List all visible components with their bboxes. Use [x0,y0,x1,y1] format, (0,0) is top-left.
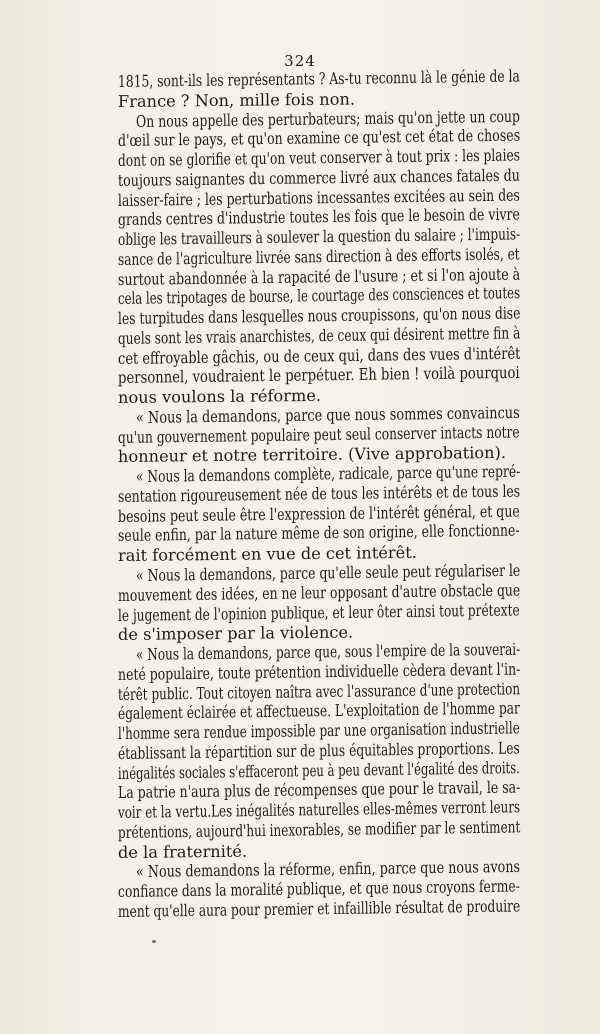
text-line: seule enfin, par la nature même de son origine, elle fonctionne- [117,521,520,546]
text-line: besoins peut seule être l'expression de l'intérêt général, et que [117,501,520,526]
text-line: 1815, sont-ils les représentants ? As-tu reconnu là le génie de la [117,66,520,91]
page-number: 324 [284,52,316,70]
text-line: térêt public. Tout citoyen naîtra avec l'assurance d'une protection [117,678,521,704]
text-line: toujours saignantes du commerce livré aux chances fatales du [117,165,520,190]
text-line: établissant la répartition sur de plus équitables proportions. Les [117,738,520,763]
text-line: de s'imposer par la violence. [117,622,354,645]
text-line: « Nous la demandons, parce que nous sommes convaincus [135,402,520,427]
text-line: La patrie n'aura plus de récompenses que pour le travail, le sa- [117,777,521,803]
text-line: oblige les travailleurs à soulever la question du salaire ; l'impuis- [117,224,521,250]
text-line: ment qu'elle aura pour premier et infaillible résultat de produire [117,896,521,921]
text-line: prétentions, aujourd'hui inexorables, se modifier par le sentiment [117,817,521,842]
text-line: honneur et notre territoire. (Vive approbation). [117,443,507,467]
text-line: rait forcément en vue de cet intérêt. [117,543,417,566]
text-line: inégalités sociales s'effaceront peu à peu devant l'égalité des droits. [117,757,520,783]
text-line: également éclairée et affectueuse. L'exploitation de l'homme par [117,698,520,724]
text-line: le jugement de l'opinion publique, et leur ôter ainsi tout prétexte [117,599,520,625]
text-line: On nous appelle des perturbateurs; mais qu'on jette un coup [135,106,521,131]
text-line: sance de l'agriculture livrée sans direction à des efforts isolés, et [117,244,520,269]
text-line: voir et la vertu.Les inégalités naturelles elles-mêmes verront leurs [117,797,521,823]
text-line: laisser-faire ; les perturbations incessantes excitées au sein des [117,185,520,210]
ink-speck [152,940,156,943]
text-line: qu'un gouvernement populaire peut seul conserver intacts notre [117,422,520,447]
text-line: France ? Non, mille fois non. [117,89,356,111]
text-line: d'œil sur le pays, et qu'on examine ce qu'est cet état de choses [117,125,521,151]
text-line: « Nous la demandons, parce qu'elle seule peut régulariser le [135,560,521,585]
text-line: confiance dans la moralité publique, et que nous croyons ferme- [117,876,520,902]
text-line: mouvement des idées, en ne leur opposant d'autre obstacle que [117,580,521,605]
text-line: nous voulons la réforme. [117,386,322,408]
text-line: les turpitudes dans lesquelles nous croupissons, qu'on nous dise [117,303,521,329]
text-line: personnel, voudraient le perpétuer. Eh bien ! voilà pourquoi [117,363,520,388]
text-line: « Nous demandons la réforme, enfin, parce que nous avons [135,857,521,882]
text-line: cela les tripotages de bourse, le courtage des consciences et toutes [117,283,521,309]
text-line: neté populaire, toute prétention individuelle cèdera devant l'in- [117,659,521,684]
text-line: quels sont les vrais anarchistes, de ceux qui désirent mettre fin à [117,323,521,348]
text-line: grands centres d'industrie toutes les fois que le besoin de vivre [117,204,520,230]
text-line: « Nous la demandons complète, radicale, parce qu'une repré- [135,461,521,487]
text-line: l'homme sera rendue impossible par une organisation industrielle [117,718,520,744]
text-line: dont on se glorifie et qu'on veut conserver à tout prix : les plaies [117,145,521,171]
text-line: de la fraternité. [117,841,248,862]
text-line: « Nous la demandons, parce que, sous l'empire de la souverai- [135,639,521,665]
text-line: cet effroyable gâchis, ou de ceux qui, dans des vues d'intérêt [117,343,521,368]
text-line: sentation rigoureusement née de tous les intérêts et de tous les [117,481,521,506]
text-line: surtout abandonnée à la rapacité de l'usure ; et si l'on ajoute à [117,264,521,289]
